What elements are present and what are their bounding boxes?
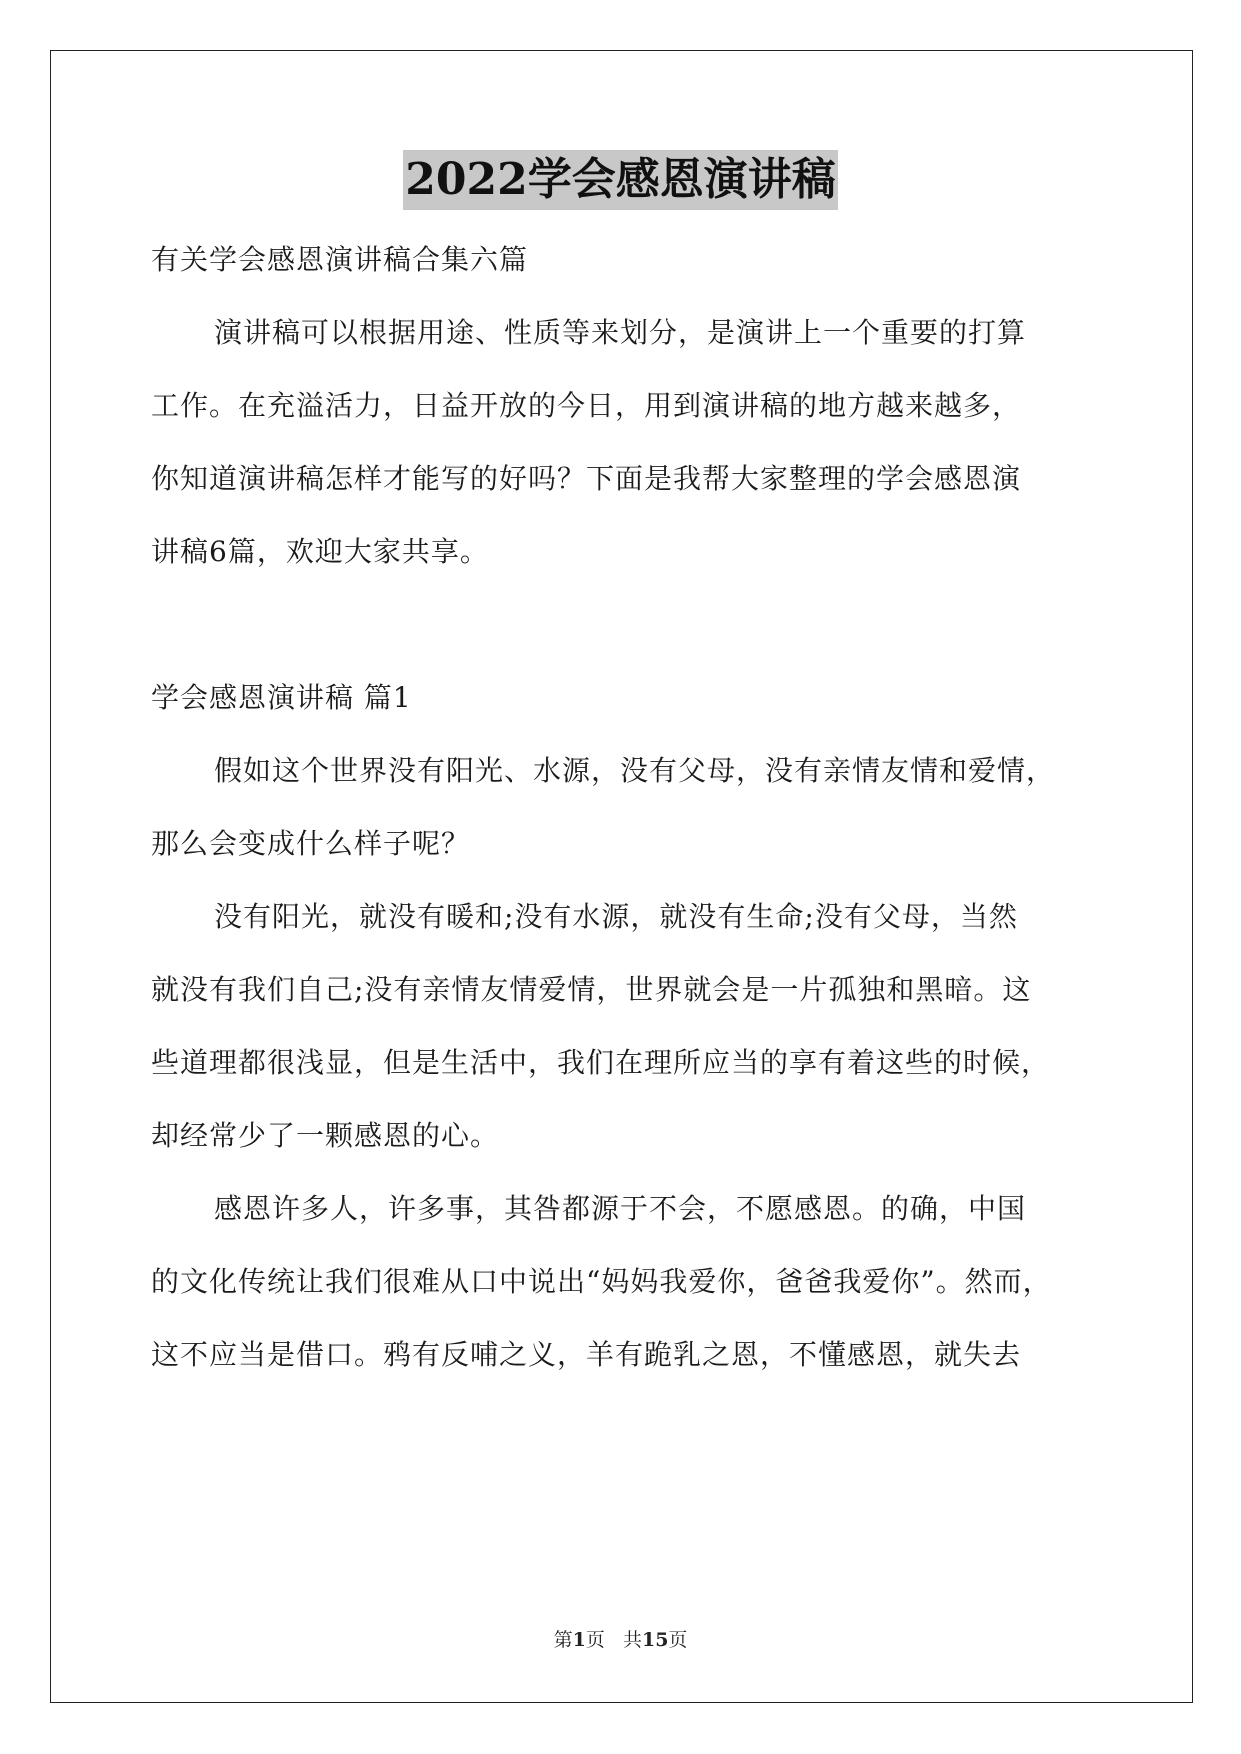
body-line-1: 假如这个世界没有阳光、水源，没有父母，没有亲情友情和爱情， — [214, 754, 1056, 787]
document-subtitle: 有关学会感恩演讲稿合集六篇 — [151, 243, 529, 276]
footer-total-prefix: 共 — [622, 1629, 642, 1651]
intro-line-1: 演讲稿可以根据用途、性质等来划分，是演讲上一个重要的打算 — [214, 316, 1027, 349]
section-heading: 学会感恩演讲稿 篇1 — [151, 681, 412, 714]
intro-line-2: 工作。在充溢活力，日益开放的今日，用到演讲稿的地方越来越多， — [151, 389, 1022, 422]
body-line-8: 的文化传统让我们很难从口中说出“妈妈我爱你，爸爸我爱你”。然而， — [151, 1265, 1052, 1298]
document-title: 2022学会感恩演讲稿 — [403, 150, 837, 210]
title-wrapper — [0, 150, 1241, 210]
page-footer — [0, 1627, 1241, 1653]
footer-page-prefix: 第 — [553, 1629, 573, 1651]
intro-line-4: 讲稿6篇，欢迎大家共享。 — [151, 535, 489, 568]
body-line-7: 感恩许多人，许多事，其咎都源于不会，不愿感恩。的确，中国 — [214, 1192, 1027, 1225]
footer-page-suffix: 页 — [585, 1629, 605, 1651]
body-line-6: 却经常少了一颗感恩的心。 — [151, 1119, 500, 1152]
footer-total-pages: 15 — [641, 1629, 669, 1651]
footer-total-suffix: 页 — [668, 1629, 688, 1651]
body-line-2: 那么会变成什么样子呢？ — [151, 827, 471, 860]
footer-page-number: 1 — [572, 1629, 586, 1651]
body-line-9: 这不应当是借口。鸦有反哺之义，羊有跪乳之恩，不懂感恩，就失去 — [151, 1338, 1022, 1371]
page-border — [50, 50, 1193, 1703]
body-line-5: 些道理都很浅显，但是生活中，我们在理所应当的享有着这些的时候， — [151, 1046, 1051, 1079]
body-line-3: 没有阳光，就没有暖和;没有水源，就没有生命;没有父母，当然 — [214, 900, 1018, 933]
body-line-4: 就没有我们自己;没有亲情友情爱情，世界就会是一片孤独和黑暗。这 — [151, 973, 1032, 1006]
intro-line-3: 你知道演讲稿怎样才能写的好吗？下面是我帮大家整理的学会感恩演 — [151, 462, 1022, 495]
